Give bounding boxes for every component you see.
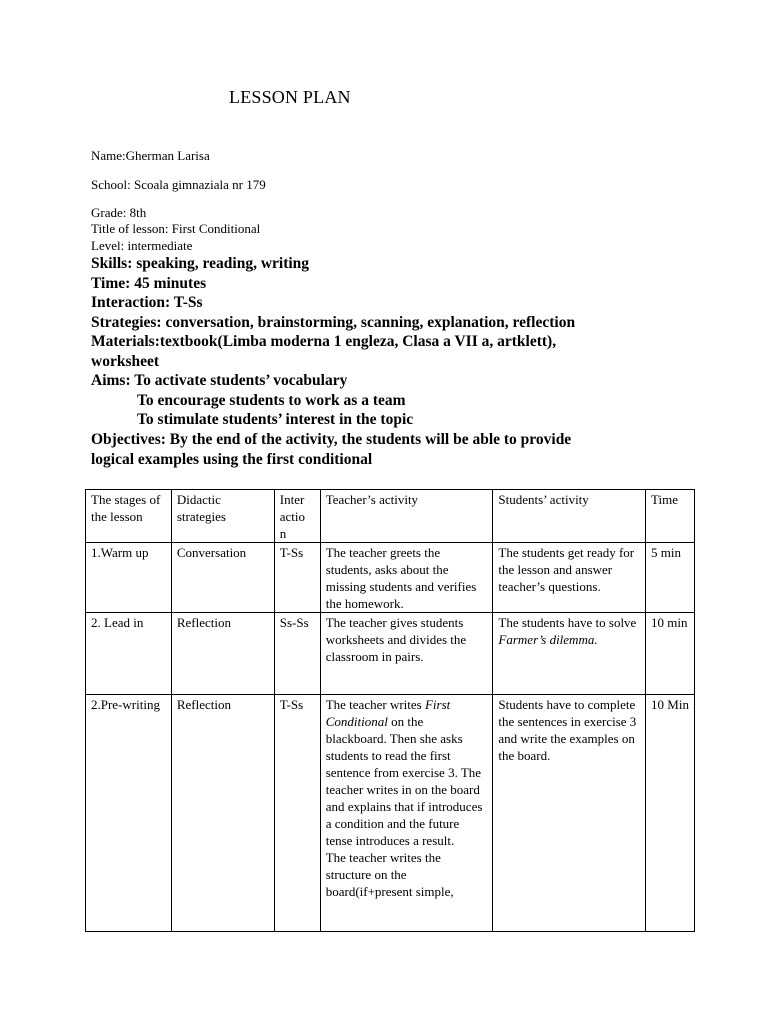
time-total: Time: 45 minutes bbox=[91, 275, 207, 292]
grade: Grade: 8th bbox=[91, 205, 147, 220]
first-conditional-text: First Conditional bbox=[325, 697, 451, 729]
stage-cell: 1.Warm up bbox=[86, 543, 172, 613]
materials-line-2: worksheet bbox=[91, 353, 160, 370]
teacher-activity-structure: The teacher writes the structure on the board(if+present simple, bbox=[325, 850, 454, 899]
teacher-activity-text-cont: on the blackboard. Then she asks students to read the first sentence from exercise 3. The teacher writes in on the board and explains that if introduces a condition and the future tense introduces a result. bbox=[325, 714, 483, 848]
strategy-cell: Conversation bbox=[171, 543, 274, 613]
interaction-cell: Ss-Ss bbox=[274, 613, 320, 695]
students-activity-cell bbox=[493, 613, 646, 695]
aims-line-3: To stimulate students’ interest in the topic bbox=[137, 411, 414, 428]
lesson-stages-table bbox=[85, 489, 695, 932]
teacher-activity-cell: The teacher greets the students, asks about the missing students and verifies the homework. bbox=[320, 543, 493, 613]
header-students-activity: Students’ activity bbox=[493, 490, 646, 543]
header-time: Time bbox=[646, 490, 695, 543]
skills: Skills: speaking, reading, writing bbox=[91, 255, 310, 272]
header-stages: The stages of the lesson bbox=[86, 490, 172, 543]
table-row bbox=[86, 613, 695, 695]
stage-cell: 2.Pre-writing bbox=[86, 695, 172, 932]
interaction-cell: T-Ss bbox=[274, 695, 320, 932]
table-row bbox=[86, 543, 695, 613]
aims-line-1: Aims: To activate students’ vocabulary bbox=[91, 372, 348, 389]
table-row bbox=[86, 695, 695, 932]
header-interaction: Inter actio n bbox=[274, 490, 320, 543]
strategy-cell: Reflection bbox=[171, 613, 274, 695]
interaction-cell: T-Ss bbox=[274, 543, 320, 613]
school-name: School: Scoala gimnaziala nr 179 bbox=[91, 177, 266, 192]
farmers-dilemma-text: Farmer’s dilemma. bbox=[498, 632, 598, 647]
objectives-line-2: logical examples using the first conditional bbox=[91, 451, 373, 468]
interaction: Interaction: T-Ss bbox=[91, 294, 203, 311]
page-title: LESSON PLAN bbox=[229, 87, 351, 107]
time-cell: 5 min bbox=[646, 543, 695, 613]
header-teacher-activity: Teacher’s activity bbox=[320, 490, 493, 543]
strategies: Strategies: conversation, brainstorming, scanning, explanation, reflection bbox=[91, 314, 576, 331]
teacher-activity-text: The teacher writes bbox=[325, 697, 425, 712]
level: Level: intermediate bbox=[91, 238, 193, 253]
time-cell: 10 Min bbox=[646, 695, 695, 932]
stage-cell: 2. Lead in bbox=[86, 613, 172, 695]
students-activity-cell: The students get ready for the lesson and answer teacher’s questions. bbox=[493, 543, 646, 613]
teacher-name: Name:Gherman Larisa bbox=[91, 148, 210, 163]
time-cell: 10 min bbox=[646, 613, 695, 695]
materials-line-1: Materials:textbook(Limba moderna 1 engleza, Clasa a VII a, artklett), bbox=[91, 333, 557, 350]
table-header-row bbox=[86, 490, 695, 543]
lesson-title: Title of lesson: First Conditional bbox=[91, 221, 261, 236]
teacher-activity-cell bbox=[320, 695, 493, 932]
students-activity-text: The students have to solve bbox=[498, 615, 637, 630]
strategy-cell: Reflection bbox=[171, 695, 274, 932]
objectives-line-1: Objectives: By the end of the activity, the students will be able to provide bbox=[91, 431, 572, 448]
header-strategies: Didactic strategies bbox=[171, 490, 274, 543]
aims-line-2: To encourage students to work as a team bbox=[137, 392, 406, 409]
students-activity-cell: Students have to complete the sentences in exercise 3 and write the examples on the board. bbox=[493, 695, 646, 932]
teacher-activity-cell: The teacher gives students worksheets and divides the classroom in pairs. bbox=[320, 613, 493, 695]
